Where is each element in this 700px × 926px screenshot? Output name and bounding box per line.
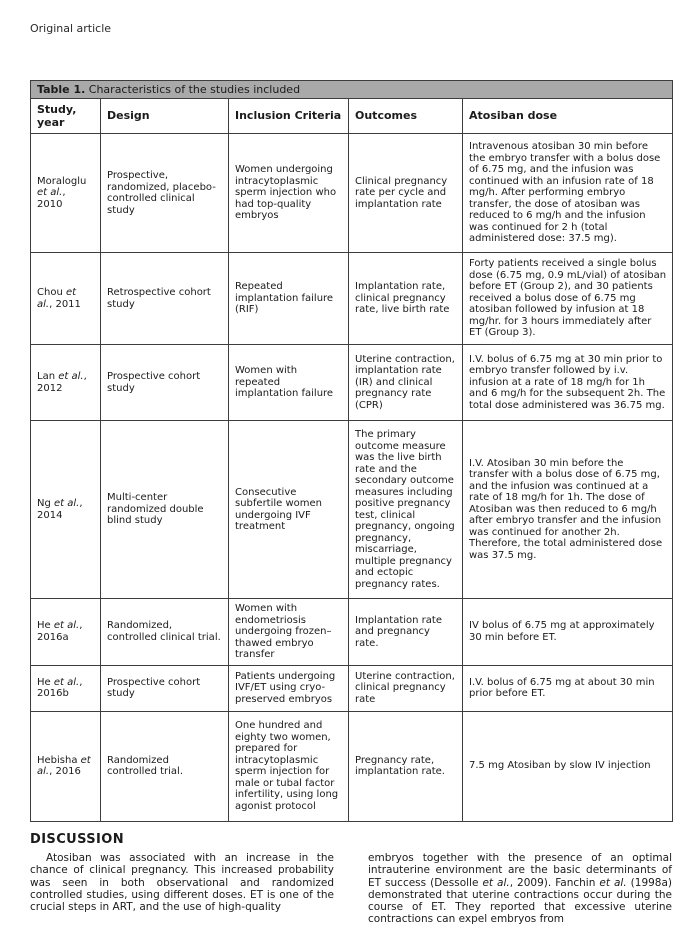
inclusion-cell: One hundred and eighty two women, prepared for intracytoplasmic sperm injection for male or tubal factor infertility, using long agonist protocol: [229, 711, 349, 821]
etal-italic: et al.: [53, 620, 80, 632]
dose-cell: Intravenous atosiban 30 min before the embryo transfer with a bolus dose of 6.75 mg, and the infusion was continued with an infusion rate of 18 mg/h. After performing embryo transfer, the dose of atosiban was reduced to 6 mg/h and the infusion was continued for 2 h (total administered dose: 37.5 mg).: [463, 134, 673, 253]
discussion-right-paragraph: embryos together with the presence of an optimal intrauterine environment are the basic determinants of ET success (Dessolle et al., 2009). Fanchin et al. (1998a) demonstrated that uterine contractions occur during the course of ET. They reported that excessive uterine contractions can expel embryos from: [368, 852, 673, 926]
dose-cell: Forty patients received a single bolus dose (6.75 mg, 0.9 mL/vial) of atosiban before ET (Group 2), and 30 patients received a bolus dose of 6.75 mg atosiban followed by infusion at 18 mg/hr. for 3 hours immediately after ET (Group 3).: [463, 253, 673, 345]
etal-italic: et al.: [599, 876, 627, 889]
etal-italic: et al.: [37, 187, 63, 199]
inclusion-cell: Women with endometriosis undergoing frozen–thawed embryo transfer: [229, 599, 349, 666]
etal-italic: et al.: [53, 676, 80, 688]
column-header-atosiban-dose: Atosiban dose: [463, 99, 673, 134]
page-header-label: Original article: [30, 22, 112, 35]
discussion-right-column: [368, 832, 672, 926]
inclusion-cell: Women undergoing intracytoplasmic sperm injection who had top-quality embryos: [229, 134, 349, 253]
design-cell: Prospective, randomized, placebo-controlled clinical study: [101, 134, 229, 253]
table-row: [31, 345, 673, 421]
studies-table-container: [30, 80, 672, 822]
table-row: [31, 253, 673, 345]
outcomes-cell: Clinical pregnancy rate per cycle and implantation rate: [349, 134, 463, 253]
design-cell: Randomized, controlled clinical trial.: [101, 599, 229, 666]
outcomes-cell: Pregnancy rate, implantation rate.: [349, 711, 463, 821]
study-cell: Moraloglu et al., 2010: [31, 134, 101, 253]
outcomes-cell: Uterine contraction, clinical pregnancy rate: [349, 665, 463, 711]
column-header-outcomes: Outcomes: [349, 99, 463, 134]
design-cell: Retrospective cohort study: [101, 253, 229, 345]
table-row: [31, 599, 673, 666]
inclusion-cell: Women with repeated implantation failure: [229, 345, 349, 421]
study-cell: He et al., 2016a: [31, 599, 101, 666]
table-header-row: [31, 99, 673, 134]
inclusion-cell: Patients undergoing IVF/ET using cryo-preserved embryos: [229, 665, 349, 711]
design-cell: Prospective cohort study: [101, 345, 229, 421]
inclusion-cell: Consecutive subfertile women undergoing IVF treatment: [229, 421, 349, 599]
inclusion-cell: Repeated implantation failure (RIF): [229, 253, 349, 345]
study-cell: Ng et al., 2014: [31, 421, 101, 599]
study-cell: He et al., 2016b: [31, 665, 101, 711]
table-row: [31, 665, 673, 711]
etal-italic: et al.: [37, 287, 77, 310]
dose-cell: I.V. Atosiban 30 min before the transfer with a bolus dose of 6.75 mg, and the infusion was continued at a rate of 18 mg/h for 1h. The dose of Atosiban was then reduced to 6 mg/h after embryo transfer and the infusion was continued for another 2h. Therefore, the total administered dose was 37.5 mg.: [463, 421, 673, 599]
etal-italic: et al.: [482, 876, 510, 889]
discussion-left-column: [30, 832, 334, 926]
table-title-row: [31, 81, 673, 99]
table-title: [31, 81, 673, 99]
discussion-left-paragraph: Atosiban was associated with an increase in the chance of clinical pregnancy. This increased probability was seen in both observational and randomized controlled studies, using different doses. ET is one of the crucial steps in ART, and the use of high-quality: [30, 852, 334, 914]
study-cell: Chou et al., 2011: [31, 253, 101, 345]
discussion-heading: DISCUSSION: [30, 832, 124, 847]
study-cell: Hebisha et al., 2016: [31, 711, 101, 821]
design-cell: Prospective cohort study: [101, 665, 229, 711]
outcomes-cell: The primary outcome measure was the live birth rate and the secondary outcome measures including positive pregnancy test, clinical pregnancy, ongoing pregnancy, miscarriage, multiple pregnancy and ectopic pregnancy rates.: [349, 421, 463, 599]
dose-cell: 7.5 mg Atosiban by slow IV injection: [463, 711, 673, 821]
table-row: [31, 134, 673, 253]
etal-italic: et al.: [37, 754, 91, 777]
etal-italic: et al.: [54, 498, 80, 509]
outcomes-cell: Uterine contraction, implantation rate (IR) and clinical pregnancy rate (CPR): [349, 345, 463, 421]
table-title-text: Characteristics of the studies included: [85, 83, 301, 96]
column-header-study-year: Study, year: [31, 99, 101, 134]
dose-cell: IV bolus of 6.75 mg at approximately 30 min before ET.: [463, 599, 673, 666]
study-cell: Lan et al., 2012: [31, 345, 101, 421]
outcomes-cell: Implantation rate, clinical pregnancy rate, live birth rate: [349, 253, 463, 345]
dose-cell: I.V. bolus of 6.75 mg at 30 min prior to embryo transfer followed by i.v. infusion at a rate of 18 mg/h for 1h and 6 mg/h for the subsequent 2h. The total dose administered was 36.75 mg.: [463, 345, 673, 421]
dose-cell: I.V. bolus of 6.75 mg at about 30 min prior before ET.: [463, 665, 673, 711]
outcomes-cell: Implantation rate and pregnancy rate.: [349, 599, 463, 666]
table-title-number: Table 1.: [37, 83, 86, 96]
column-header-inclusion-criteria: Inclusion Criteria: [229, 99, 349, 134]
table-row: [31, 711, 673, 821]
column-header-design: Design: [101, 99, 229, 134]
etal-italic: et al.: [58, 371, 84, 382]
discussion-section: [30, 832, 672, 926]
studies-table: [30, 80, 673, 822]
design-cell: Randomized controlled trial.: [101, 711, 229, 821]
table-row: [31, 421, 673, 599]
design-cell: Multi-center randomized double blind study: [101, 421, 229, 599]
